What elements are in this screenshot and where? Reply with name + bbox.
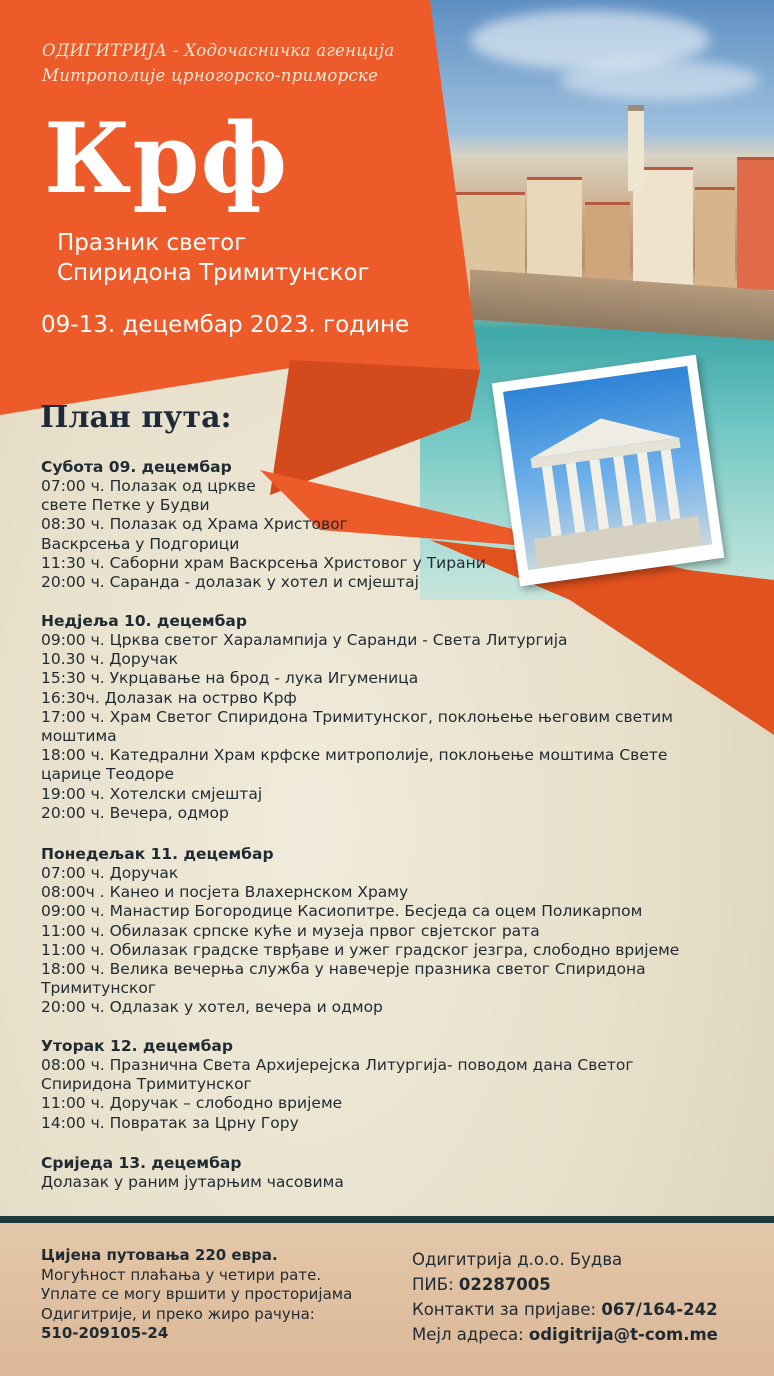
day-heading: Сриједа 13. децембар	[41, 1154, 242, 1172]
price-info	[41, 1246, 352, 1344]
company-name: Одигитрија д.о.о. Будва	[412, 1250, 623, 1269]
installments-note: Могућност плаћања у четири рате.	[41, 1265, 322, 1284]
footer-divider	[0, 1216, 774, 1223]
trip-dates: 09-13. децембар 2023. године	[41, 312, 410, 338]
pib-row	[412, 1272, 718, 1297]
schedule-line: 19:00 ч. Хотелски смјештај	[41, 784, 263, 803]
temple-polaroid	[492, 355, 725, 587]
pib-label: ПИБ:	[412, 1275, 459, 1294]
day-heading: Субота 09. децембар	[41, 458, 232, 476]
schedule-line: 08:00ч . Канео и посјета Влахернском Храму	[41, 883, 409, 902]
schedule-line: 20:00 ч. Одлазак у хотел, вечера и одмор	[41, 998, 383, 1017]
church-tower	[628, 105, 644, 191]
schedule-line: 16:30ч. Долазак на острво Крф	[41, 688, 297, 707]
phone-number[interactable]: 067/164-242	[601, 1300, 718, 1319]
day-heading: Уторак 12. децембар	[41, 1037, 233, 1055]
schedule-line: царице Теодоре	[41, 765, 175, 784]
cloud	[560, 60, 760, 100]
schedule-line: Тримитунског	[41, 979, 156, 998]
schedule-line: 07:00 ч. Доручак	[41, 864, 179, 882]
schedule-line: 11:30 ч. Саборни храм Васкрсења Христовог у Тирани	[41, 553, 486, 572]
email-row	[412, 1322, 718, 1347]
schedule-line: 07:00 ч. Полазак од цркве	[41, 477, 256, 495]
day-sunday	[41, 612, 673, 823]
schedule-line: моштима	[41, 727, 117, 746]
event-subtitle	[57, 228, 370, 288]
contacts-label: Контакти за пријаве:	[412, 1300, 602, 1319]
schedule-line: 08:00 ч. Празнична Света Архијерејска Литургија- поводом дана Светог	[41, 1056, 634, 1074]
day-wednesday	[41, 1154, 344, 1192]
subtitle-line-2: Спиридона Тримитунског	[57, 260, 370, 286]
schedule-line: Долазак у раним јутарњим часовима	[41, 1173, 344, 1191]
schedule-line: 09:00 ч. Манастир Богородице Касиопитре. Бесједа са оцем Поликарпом	[41, 902, 643, 921]
contacts-row	[412, 1297, 718, 1322]
day-monday	[41, 845, 679, 1018]
day-heading: Понедељак 11. децембар	[41, 845, 274, 863]
subtitle-line-1: Празник светог	[57, 230, 247, 256]
schedule-line: 14:00 ч. Повратак за Црну Гору	[41, 1113, 299, 1132]
schedule-line: Васкрсења у Подгорици	[41, 534, 240, 553]
email-address[interactable]: odigitrija@t-com.me	[528, 1325, 718, 1344]
contact-info	[412, 1247, 718, 1347]
payment-note-2: Одигитрије, и преко жиро рачуна:	[41, 1304, 315, 1323]
schedule-line: Спиридона Тримитунског	[41, 1075, 252, 1094]
schedule-line: 08:30 ч. Полазак од Храма Христовог	[41, 515, 348, 534]
itinerary-title: План пута:	[40, 400, 232, 435]
schedule-line: 15:30 ч. Укрцавање на брод - лука Игуменица	[41, 669, 419, 688]
schedule-line: 17:00 ч. Храм Светог Спиридона Тримитунског, поклоњење његовим светим	[41, 707, 673, 726]
schedule-line: 11:00 ч. Доручак – слободно вријеме	[41, 1094, 343, 1113]
schedule-line: 20:00 ч. Вечера, одмор	[41, 803, 229, 822]
schedule-line: 18:00 ч. Велика вечерња служба у навечерје празника светог Спиридона	[41, 960, 646, 979]
schedule-line: 11:00 ч. Обилазак градске тврђаве и ужег градског језгра, слободно вријеме	[41, 940, 680, 959]
town-buildings	[455, 150, 774, 290]
schedule-line: 18:00 ч. Катедрални Храм крфске митрополије, поклоњење моштима Свете	[41, 746, 668, 765]
pib-value: 02287005	[458, 1275, 551, 1294]
day-heading: Недјеља 10. децембар	[41, 612, 247, 630]
schedule-line: 09:00 ч. Црква светог Харалампија у Саранди - Света Литургија	[41, 631, 568, 649]
destination-title: Крф	[44, 102, 289, 215]
schedule-line: 10.30 ч. Доручак	[41, 650, 178, 669]
schedule-line: свете Петке у Будви	[41, 496, 210, 515]
payment-note-1: Уплате се могу вршити у просторијама	[41, 1285, 353, 1303]
day-tuesday	[41, 1037, 634, 1133]
temple-photo	[503, 366, 712, 570]
agency-name	[42, 38, 442, 88]
price: Цијена путовања 220 евра.	[41, 1246, 278, 1264]
schedule-line: 11:00 ч. Обилазак српске куће и музеја првог свјетског рата	[41, 921, 540, 940]
agency-line-2: Митрополије црногорско-приморске	[42, 66, 379, 85]
email-label: Мејл адреса:	[412, 1325, 529, 1344]
bank-account: 510-209105-24	[41, 1324, 169, 1342]
day-saturday	[41, 458, 486, 592]
schedule-line: 20:00 ч. Саранда - долазак у хотел и смјештај	[41, 573, 419, 592]
agency-line-1: ОДИГИТРИЈА - Ходочасничка агенција	[42, 41, 395, 60]
